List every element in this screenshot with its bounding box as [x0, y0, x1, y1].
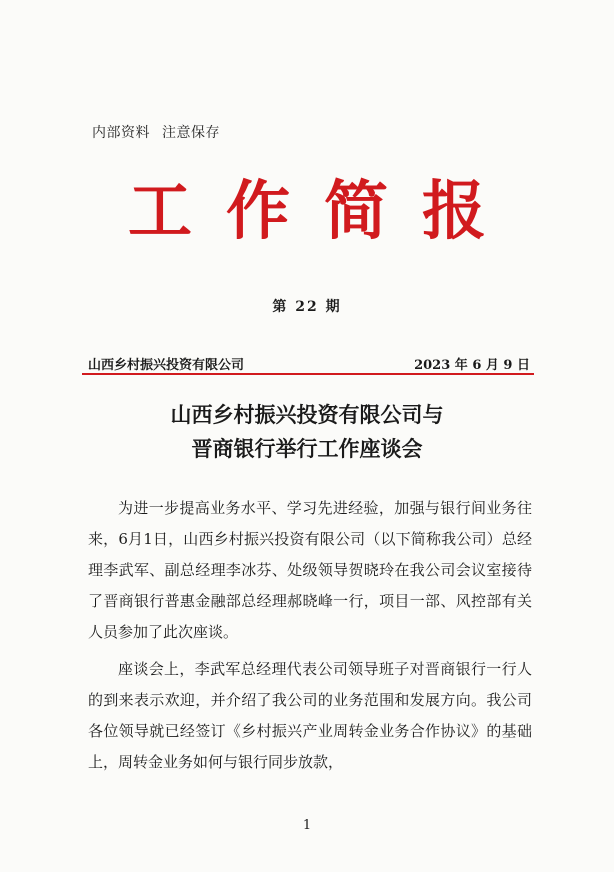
page-number: 1	[302, 818, 312, 833]
masthead-title: 工作简报	[128, 174, 520, 249]
body-paragraph: 座谈会上，李武军总经理代表公司领导班子对晋商银行一行人的到来表示欢迎，并介绍了我公司的业务范围和发展方向。我公司各位领导就已经签订《乡村振兴产业周转金业务合作协议》的基础上，周转金业务如何与银行同步放款，	[88, 660, 532, 771]
red-divider	[82, 373, 534, 375]
preservation-note: 注意保存	[162, 125, 220, 141]
article-body	[88, 493, 532, 784]
issuing-organization: 山西乡村振兴投资有限公司	[88, 358, 245, 373]
issue-date: 2023 年 6 月 9 日	[414, 358, 530, 373]
issuer-date-line	[88, 354, 530, 373]
headline-line-1: 山西乡村振兴投资有限公司与	[170, 402, 444, 427]
classification-line	[92, 122, 220, 142]
body-paragraph: 为进一步提高业务水平、学习先进经验，加强与银行间业务往来，6月1日，山西乡村振兴投资有限公司（以下简称我公司）总经理李武军、副总经理李冰芬、处级领导贺晓玲在我公司会议室接待了晋商银行普惠金融部总经理郝晓峰一行，项目一部、风控部有关人员参加了此次座谈。	[88, 499, 532, 641]
headline-line-2: 晋商银行举行工作座谈会	[191, 436, 423, 461]
classification-label: 内部资料	[92, 125, 150, 141]
issue-number: 第 22 期	[272, 299, 342, 315]
article-headline	[0, 398, 614, 466]
